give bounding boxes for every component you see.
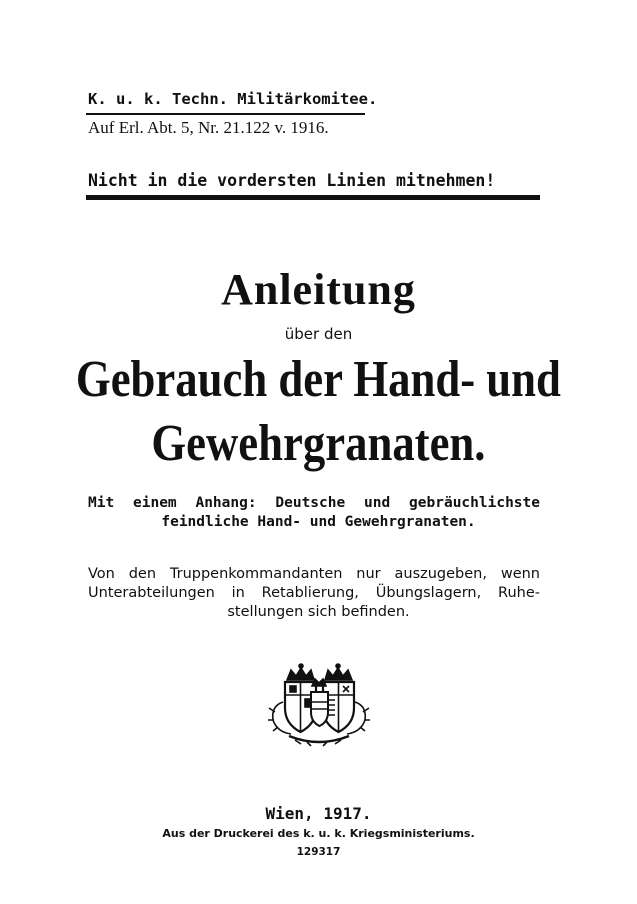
headline-line-2: Gewehrgranaten. bbox=[151, 415, 486, 472]
imprint-print-number: 129317 bbox=[296, 846, 341, 858]
distribution-line-1: Von den Truppenkommandanten nur auszugeben, wenn bbox=[88, 566, 540, 582]
warning-line: Nicht in die vordersten Linien mitnehmen! bbox=[88, 171, 496, 190]
appendix-line-1: Mit einem Anhang: Deutsche und gebräuchlichste bbox=[88, 495, 540, 511]
warning-rule bbox=[86, 195, 540, 200]
header-rule bbox=[86, 113, 365, 115]
austro-hungarian-coat-of-arms-icon bbox=[265, 662, 373, 748]
distribution-line-3: stellungen sich befinden. bbox=[227, 604, 410, 620]
title-connector: über den bbox=[284, 325, 353, 343]
main-title: Anleitung bbox=[221, 265, 416, 314]
appendix-line-2: feindliche Hand- und Gewehrgranaten. bbox=[161, 514, 476, 530]
committee-line: K. u. k. Techn. Militärkomitee. bbox=[88, 90, 378, 108]
headline-line-1: Gebrauch der Hand- und bbox=[75, 351, 561, 408]
imprint-city-year: Wien, 1917. bbox=[265, 804, 372, 823]
distribution-line-2: Unterabteilungen in Retablierung, Übungslagern, Ruhe- bbox=[88, 585, 540, 601]
imprint-printer: Aus der Druckerei des k. u. k. Kriegsministeriums. bbox=[162, 827, 475, 840]
decree-reference: Auf Erl. Abt. 5, Nr. 21.122 v. 1916. bbox=[88, 118, 329, 137]
